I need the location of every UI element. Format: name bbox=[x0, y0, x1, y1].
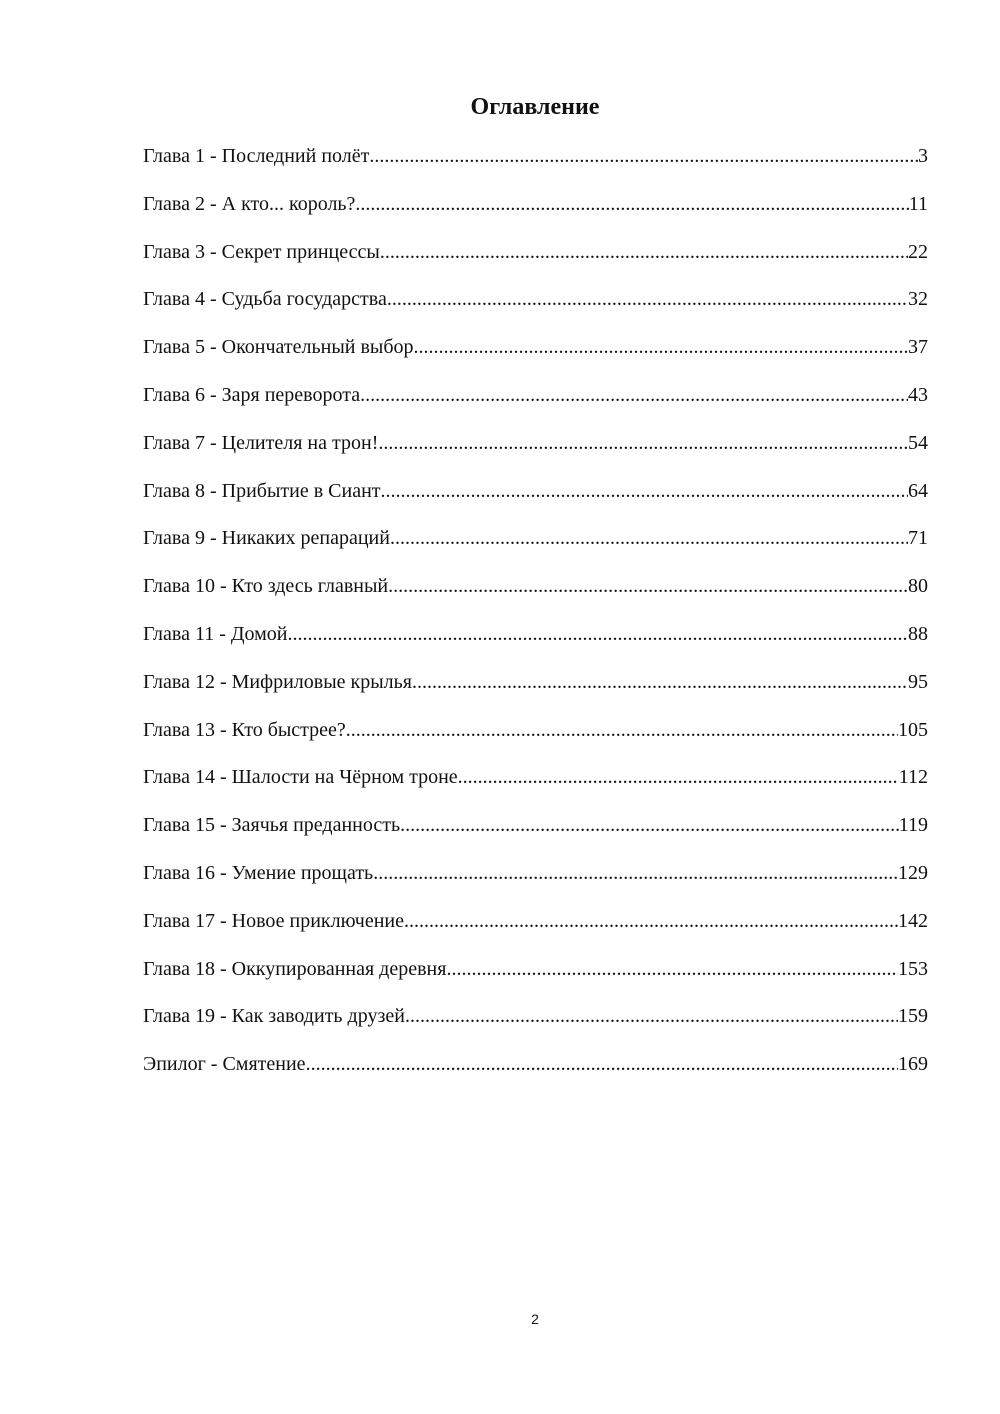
toc-entry-label: Глава 3 - Секрет принцессы bbox=[143, 240, 380, 263]
toc-entry-page: 37 bbox=[908, 336, 928, 359]
toc-entry[interactable] bbox=[143, 480, 928, 528]
toc-leader-dots bbox=[388, 575, 908, 598]
toc-entry-page: 112 bbox=[898, 766, 928, 789]
toc-entry[interactable] bbox=[143, 910, 928, 958]
toc-leader-dots bbox=[458, 766, 899, 789]
toc-entry-label: Глава 18 - Оккупированная деревня bbox=[143, 957, 447, 980]
toc-entry-label: Глава 17 - Новое приключение bbox=[143, 909, 405, 932]
page-number: 2 bbox=[531, 1311, 539, 1327]
toc-entry[interactable] bbox=[143, 1005, 928, 1053]
toc-leader-dots bbox=[405, 1005, 898, 1028]
toc-entry[interactable] bbox=[143, 623, 928, 671]
toc-entry-page: 22 bbox=[908, 240, 928, 263]
toc-entry-label: Глава 11 - Домой bbox=[143, 622, 288, 645]
toc-entry-label: Глава 12 - Мифриловые крылья bbox=[143, 670, 412, 693]
toc-leader-dots bbox=[412, 671, 908, 694]
toc-entry-page: 43 bbox=[908, 383, 928, 406]
toc-entry-page: 88 bbox=[908, 622, 928, 645]
toc-entry-label: Глава 7 - Целителя на трон! bbox=[143, 431, 379, 454]
toc-entry[interactable] bbox=[143, 766, 928, 814]
toc-entry[interactable] bbox=[143, 384, 928, 432]
toc-entry-page: 105 bbox=[898, 718, 928, 741]
toc-entry-page: 95 bbox=[908, 670, 928, 693]
toc-entry-label: Глава 5 - Окончательный выбор bbox=[143, 336, 414, 359]
toc-entry-page: 129 bbox=[898, 861, 928, 884]
toc-entry-label: Глава 16 - Умение прощать bbox=[143, 861, 374, 884]
toc-leader-dots bbox=[381, 480, 908, 503]
toc-entry[interactable] bbox=[143, 288, 928, 336]
toc-leader-dots bbox=[414, 336, 908, 359]
toc-entry-page: 119 bbox=[898, 814, 928, 837]
table-of-contents bbox=[143, 145, 928, 1101]
toc-leader-dots bbox=[360, 384, 908, 407]
toc-entry[interactable] bbox=[143, 958, 928, 1006]
toc-entry-label: Глава 4 - Судьба государства bbox=[143, 288, 387, 311]
toc-entry[interactable] bbox=[143, 862, 928, 910]
toc-leader-dots bbox=[369, 145, 918, 168]
toc-entry-label: Глава 9 - Никаких репараций bbox=[143, 527, 390, 550]
toc-leader-dots bbox=[355, 193, 908, 216]
toc-entry-label: Глава 10 - Кто здесь главный bbox=[143, 575, 389, 598]
toc-leader-dots bbox=[346, 719, 898, 742]
toc-title: Оглавление bbox=[470, 94, 600, 120]
toc-leader-dots bbox=[404, 910, 898, 933]
toc-entry[interactable] bbox=[143, 671, 928, 719]
toc-entry-label: Глава 1 - Последний полёт bbox=[143, 145, 370, 167]
toc-entry[interactable] bbox=[143, 1053, 928, 1101]
toc-entry-page: 54 bbox=[908, 431, 928, 454]
toc-entry-label: Глава 19 - Как заводить друзей bbox=[143, 1005, 405, 1028]
toc-entry-page: 64 bbox=[908, 479, 928, 502]
toc-entry-page: 3 bbox=[918, 145, 928, 167]
toc-entry[interactable] bbox=[143, 193, 928, 241]
toc-leader-dots bbox=[446, 958, 898, 981]
toc-entry[interactable] bbox=[143, 336, 928, 384]
toc-entry-page: 11 bbox=[908, 192, 928, 215]
toc-entry-label: Глава 2 - А кто... король? bbox=[143, 192, 356, 215]
toc-entry-page: 159 bbox=[898, 1005, 928, 1028]
toc-entry-label: Глава 8 - Прибытие в Сиант bbox=[143, 479, 381, 502]
toc-leader-dots bbox=[400, 814, 899, 837]
toc-entry[interactable] bbox=[143, 719, 928, 767]
toc-entry[interactable] bbox=[143, 575, 928, 623]
toc-entry-page: 169 bbox=[898, 1053, 928, 1076]
toc-entry-page: 80 bbox=[908, 575, 928, 598]
toc-entry-page: 71 bbox=[908, 527, 928, 550]
toc-entry[interactable] bbox=[143, 814, 928, 862]
toc-leader-dots bbox=[387, 288, 908, 311]
toc-leader-dots bbox=[288, 623, 908, 646]
toc-entry-page: 142 bbox=[898, 909, 928, 932]
toc-leader-dots bbox=[378, 432, 908, 455]
toc-leader-dots bbox=[390, 527, 908, 550]
toc-entry-page: 153 bbox=[898, 957, 928, 980]
toc-entry[interactable] bbox=[143, 527, 928, 575]
toc-entry-label: Глава 13 - Кто быстрее? bbox=[143, 718, 346, 741]
toc-entry-page: 32 bbox=[908, 288, 928, 311]
toc-entry-label: Глава 15 - Заячья преданность bbox=[143, 814, 401, 837]
toc-leader-dots bbox=[306, 1053, 898, 1076]
toc-entry[interactable] bbox=[143, 432, 928, 480]
toc-entry-label: Глава 6 - Заря переворота bbox=[143, 383, 361, 406]
toc-entry-label: Глава 14 - Шалости на Чёрном троне bbox=[143, 766, 458, 789]
toc-leader-dots bbox=[380, 241, 908, 264]
toc-entry[interactable] bbox=[143, 241, 928, 289]
toc-leader-dots bbox=[373, 862, 898, 885]
toc-entry-label: Эпилог - Смятение bbox=[143, 1053, 306, 1076]
toc-entry[interactable] bbox=[143, 145, 928, 193]
